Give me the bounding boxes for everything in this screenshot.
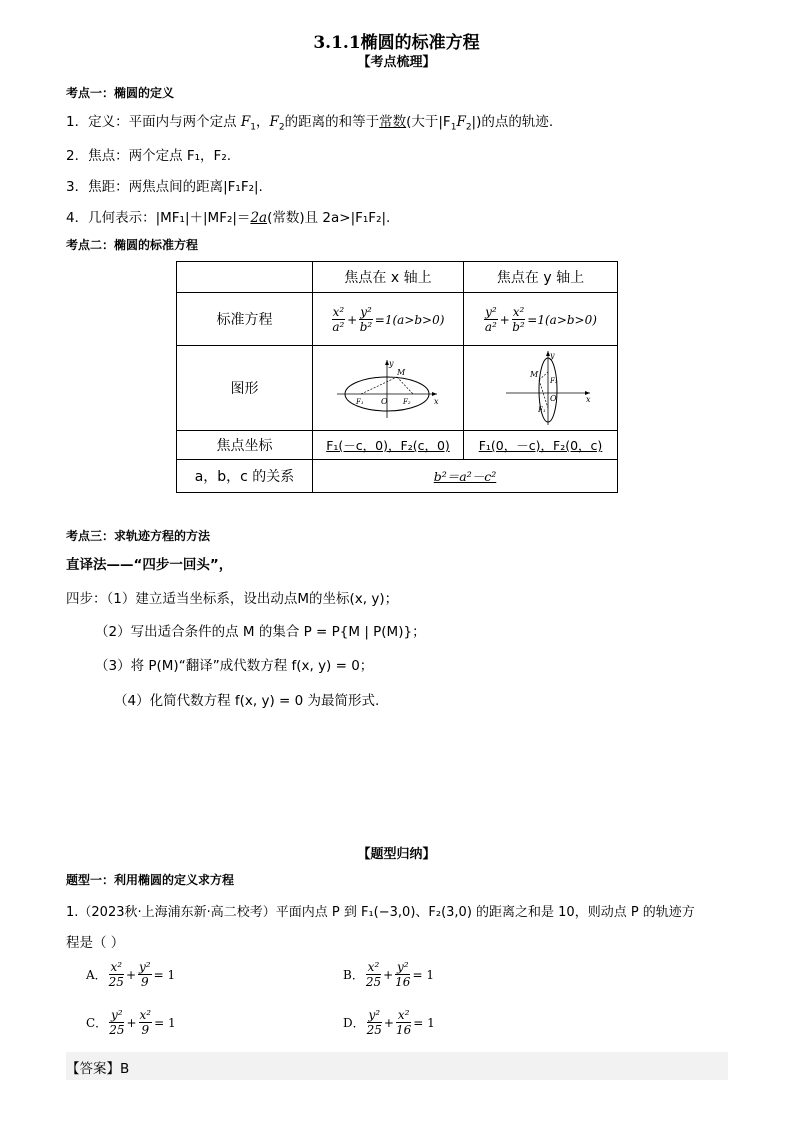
horizontal-ellipse-figure — [333, 356, 443, 420]
option-c-d2: 9 — [141, 1023, 150, 1037]
option-d-label: D． — [343, 1016, 365, 1030]
col-y-header: 焦点在 y 轴上 — [464, 262, 618, 293]
point3-heading: 考点三：求轨迹方程的方法 — [66, 529, 211, 543]
option-b[interactable]: B． $\frac{\text{x²}}{25}$ + $\frac{\text{y²}}{16}$ = 1 — [343, 960, 434, 989]
l1-f2: F — [269, 114, 279, 130]
eq-x-cell — [313, 293, 464, 346]
eq-x-plus: + — [347, 312, 358, 327]
l1-end: |)的点的轨迹. — [471, 114, 554, 130]
step3: （3）将 P(M)“翻译”成代数方程 f(x, y) = 0； — [95, 658, 374, 674]
fig-y-label-y: y — [549, 351, 555, 360]
option-d-n2: x² — [397, 1008, 410, 1022]
fig-x-label-f1: F₁ — [356, 398, 364, 406]
foci-y: F₁(0，－c)，F₂(0，c) — [478, 438, 603, 453]
point1-line3: 3．焦距：两焦点间的距离|F₁F₂|. — [66, 179, 263, 195]
answer: 【答案】B — [66, 1061, 130, 1077]
option-c[interactable]: C． $\frac{\text{y²}}{25}$ + $\frac{\text{x²}}{9}$ = 1 — [86, 1008, 176, 1037]
option-b-n1: x² — [367, 960, 380, 974]
fig-y-label-o: O — [549, 394, 557, 403]
l1-pre: 1．定义：平面内与两个定点 — [66, 114, 237, 130]
option-b-d2: 16 — [395, 975, 411, 989]
l1-paren: (大于|F — [406, 114, 451, 130]
fig-x-label-f2: F₂ — [403, 398, 411, 406]
l1-f: F — [456, 114, 466, 130]
option-d[interactable]: D． $\frac{\text{y²}}{25}$ + $\frac{\text{x²}}{16}$ = 1 — [343, 1008, 435, 1037]
point2-heading: 考点二：椭圆的标准方程 — [66, 238, 199, 252]
row-rel-label: a，b，c 的关系 — [177, 460, 313, 493]
fig-y-cell — [464, 346, 618, 431]
section-review-heading: 【考点梳理】 — [357, 55, 436, 70]
l4-end: (常数)且 2a>|F₁F₂|. — [267, 210, 391, 226]
l4-ul: 2a — [250, 210, 268, 226]
page-title: 3.1.1椭圆的标准方程 — [313, 33, 480, 53]
eq-y-d2: b² — [512, 320, 525, 334]
fig-x-label-o: O — [381, 397, 388, 406]
option-d-d1: 25 — [366, 1023, 382, 1037]
option-a-tail: = 1 — [153, 967, 176, 982]
point1-line4 — [66, 206, 390, 226]
option-d-n1: y² — [368, 1008, 381, 1022]
point1-heading: 考点一：椭圆的定义 — [66, 86, 175, 100]
fig-x-label-x: x — [434, 397, 439, 406]
option-c-tail: = 1 — [154, 1015, 176, 1030]
point1-line1 — [66, 110, 553, 133]
option-b-d1: 25 — [365, 975, 382, 989]
eq-x-d2: b² — [359, 320, 373, 334]
option-a-d1: 25 — [108, 975, 124, 989]
fig-x-label-y: y — [389, 359, 394, 368]
option-a-n1: x² — [110, 960, 123, 974]
table-corner — [177, 262, 313, 293]
l1-s2: 2 — [465, 122, 472, 133]
col-x-header: 焦点在 x 轴上 — [313, 262, 464, 293]
vertical-ellipse-figure — [486, 349, 596, 427]
fig-y-label-f2: F₂ — [549, 377, 558, 385]
eq-y-tail: =1(a>b>0) — [527, 312, 597, 327]
option-c-label: C． — [86, 1016, 108, 1030]
question1-line2: 程是（ ） — [66, 935, 125, 951]
row-foci-label: 焦点坐标 — [177, 431, 313, 460]
eq-y-n1: y² — [485, 305, 497, 319]
fig-y-label-f1: F₁ — [537, 406, 546, 414]
l1-s1: 1 — [450, 122, 457, 133]
point1-line2: 2．焦点：两个定点 F₁，F₂. — [66, 148, 232, 164]
eq-x-n1: x² — [332, 305, 345, 319]
option-b-n2: y² — [397, 960, 409, 974]
l1-mid: 的距离的和等于 — [284, 114, 380, 130]
option-a-n2: y² — [139, 960, 151, 974]
answer-bar — [66, 1052, 728, 1080]
option-a[interactable]: A． $\frac{\text{x²}}{25}$ + $\frac{\text{y²}}{9}$ = 1 — [86, 960, 176, 989]
eq-x-n2: y² — [360, 305, 372, 319]
option-a-d2: 9 — [140, 975, 149, 989]
option-c-d1: 25 — [109, 1023, 125, 1037]
option-d-tail: = 1 — [413, 1015, 435, 1030]
row-fig-label: 图形 — [177, 346, 313, 431]
fig-x-cell — [313, 346, 464, 431]
question1-line1: 1.（2023秋·上海浦东新·高二校考）平面内点 P 到 F₁(−3,0)、F₂(3,0) 的距离之和是 10，则动点 P 的轨迹方 — [66, 905, 695, 920]
method-line: 直译法——“四步一回头”， — [66, 557, 233, 573]
eq-x-tail: =1(a>b>0) — [374, 312, 445, 327]
eq-x-d1: a² — [332, 320, 345, 334]
step1: 四步：（1）建立适当坐标系，设出动点M的坐标(x, y)； — [66, 591, 399, 607]
l4-pre: 4．几何表示：|MF₁|＋|MF₂|＝ — [66, 210, 251, 226]
eq-y-plus: + — [499, 312, 510, 327]
standard-equation-table — [176, 261, 618, 493]
section-types-heading: 【题型归纳】 — [357, 847, 436, 862]
option-d-d2: 16 — [395, 1023, 412, 1037]
fig-x-label-m: M — [397, 368, 406, 377]
option-c-n2: x² — [139, 1008, 152, 1022]
option-c-n1: y² — [111, 1008, 123, 1022]
eq-y-cell — [464, 293, 618, 346]
foci-x: F₁(－c，0)，F₂(c，0) — [326, 438, 450, 453]
fig-y-label-m: M — [529, 370, 538, 379]
l1-f1: F — [240, 114, 251, 130]
l1-comma: ， — [256, 114, 270, 130]
fig-y-label-x: x — [585, 395, 591, 404]
option-b-tail: = 1 — [412, 967, 434, 982]
step2: （2）写出适合条件的点 M 的集合 P = P{M | P(M)}； — [95, 624, 426, 640]
relation: b²＝a²－c² — [433, 469, 497, 484]
row-eq-label: 标准方程 — [177, 293, 313, 346]
option-b-label: B． — [343, 968, 364, 982]
l1-f2-sub: 2 — [278, 122, 285, 133]
eq-y-n2: x² — [512, 305, 525, 319]
eq-y-d1: a² — [484, 320, 497, 334]
l1-f1-sub: 1 — [250, 122, 256, 133]
option-a-label: A． — [86, 968, 107, 982]
l1-ul: 常数 — [379, 114, 407, 130]
step4: （4）化简代数方程 f(x, y) = 0 为最简形式. — [114, 693, 380, 709]
type1-heading: 题型一：利用椭圆的定义求方程 — [66, 873, 235, 887]
